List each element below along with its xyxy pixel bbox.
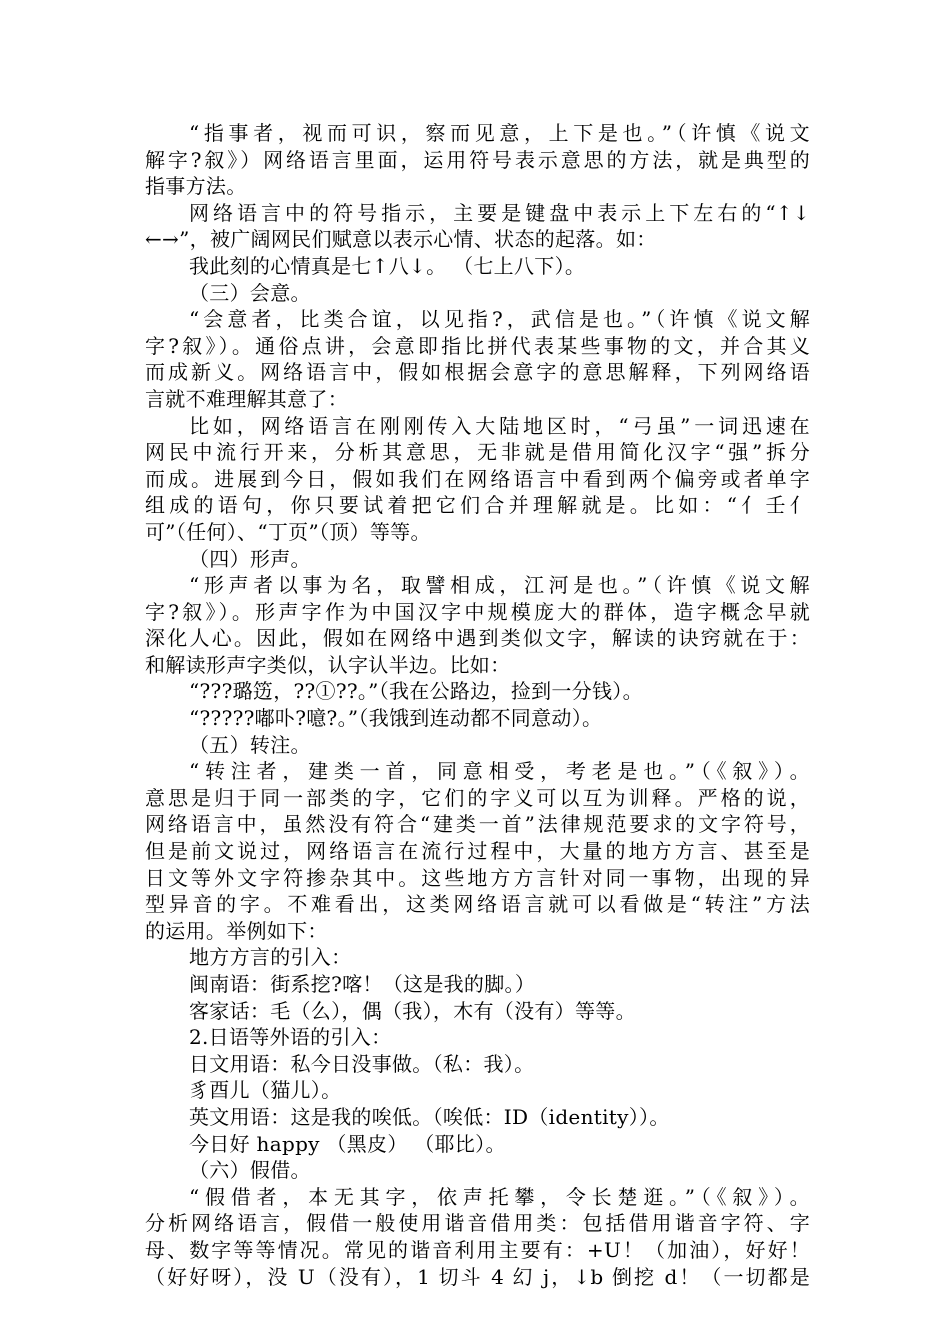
text-line: 言就不难理解其意了： (145, 386, 348, 411)
text-line: 闽南语：街系挖?喀！（这是我的脚。） (189, 972, 536, 996)
text-line: 和解读形声字类似，认字认半边。比如： (145, 652, 511, 677)
text-line: 网络语言中，虽然没有符合“建类一首”法律规范要求的文字符号， (145, 812, 810, 837)
text-line: 比如，网络语言在刚刚传入大陆地区时，“弓虽”一词迅速在 (189, 413, 810, 438)
text-line: 的运用。举例如下： (145, 918, 328, 943)
text-line: 英文用语：这是我的唉低。（唉低：ID（identity））。 (189, 1104, 670, 1129)
text-line: 日文等外文字符掺杂其中。这些地方方言针对同一事物，出现的异 (145, 865, 810, 890)
text-line: 日文用语：私今日没事做。（私：我）。 (189, 1051, 535, 1076)
text-line: 豸酉儿（猫儿）。 (189, 1078, 342, 1103)
text-line: 深化人心。因此，假如在网络中遇到类似文字，解读的诀窍就在于： (145, 626, 810, 651)
text-line: 而成。进展到今日，假如我们在网络语言中看到两个偏旁或者单字 (145, 466, 810, 491)
text-line: “?????嘟卟?噫?。”（我饿到连动都不同意动）。 (189, 706, 603, 731)
text-line: 网民中流行开来，分析其意思，无非就是借用简化汉字“强”拆分 (145, 440, 810, 465)
text-line: 字?叙》）。通俗点讲，会意即指比拼代表某些事物的文，并合其义 (145, 333, 810, 358)
text-line: 今日好 happy （黑皮） （耶比）。 (189, 1131, 506, 1156)
text-line: 解字?叙》）网络语言里面，运用符号表示意思的方法，就是典型的 (145, 147, 810, 172)
text-line: 客家话：毛（么），偶（我），木有（没有）等等。 (189, 998, 636, 1023)
document-body (145, 120, 810, 1290)
text-line: “形声者以事为名，取譬相成，江河是也。”（许慎《说文解 (189, 573, 810, 598)
text-line: 但是前文说过，网络语言在流行过程中，大量的地方方言、甚至是 (145, 839, 810, 864)
text-line: 而成新义。网络语言中，假如根据会意字的意思解释，下列网络语 (145, 360, 810, 385)
text-line: 指事方法。 (145, 174, 247, 199)
text-line: 母、数字等等情况。常见的谐音利用主要有：+U！（加油），好好！ (145, 1237, 810, 1262)
text-line: 我此刻的心情真是七↑八↓。 （七上八下）。 (189, 253, 586, 278)
text-line: “假借者，本无其字，依声托攀，令长楚逛。”（《叙》）。 (189, 1184, 810, 1209)
text-line: 意思是归于同一部类的字，它们的字义可以互为训释。严格的说， (145, 785, 810, 810)
text-line: “???璐笾，??①??。”（我在公路边，捡到一分钱）。 (189, 679, 643, 704)
text-line: 型异音的字。不难看出，这类网络语言就可以看做是“转注”方法 (145, 892, 810, 917)
text-line: 字?叙》）。形声字作为中国汉字中规模庞大的群体，造字概念早就 (145, 599, 810, 624)
text-line: （六）假借。 (189, 1158, 311, 1183)
text-line: 可”（任何）、“丁页”（顶）等等。 (145, 519, 431, 544)
text-line: 地方方言的引入： (189, 945, 352, 970)
text-line: 网络语言中的符号指示，主要是键盘中表示上下左右的“↑↓ (189, 200, 810, 225)
text-line: “转注者，建类一首，同意相受，考老是也。”（《叙》）。 (189, 759, 810, 784)
text-line: “指事者，视而可识，察而见意，上下是也。”（许慎《说文 (189, 121, 810, 145)
text-line: （三）会意。 (189, 280, 311, 305)
text-line: 2.日语等外语的引入： (189, 1025, 392, 1050)
text-line: （好好呀），没 U（没有），1 切斗 4 幻 j，↓b 倒挖 d！（一切都是 (145, 1264, 810, 1289)
text-line: （四）形声。 (189, 546, 311, 571)
text-line: （五）转注。 (189, 732, 311, 757)
text-line: 分析网络语言，假借一般使用谐音借用类：包括借用谐音字符、字 (145, 1211, 810, 1236)
text-line: “会意者，比类合谊，以见指?，武信是也。”（许慎《说文解 (189, 307, 810, 332)
text-line: ←→”，被广阔网民们赋意以表示心情、状态的起落。如： (145, 227, 657, 252)
text-line: 组成的语句，你只要试着把它们合并理解就是。比如：“亻壬亻 (145, 493, 810, 518)
